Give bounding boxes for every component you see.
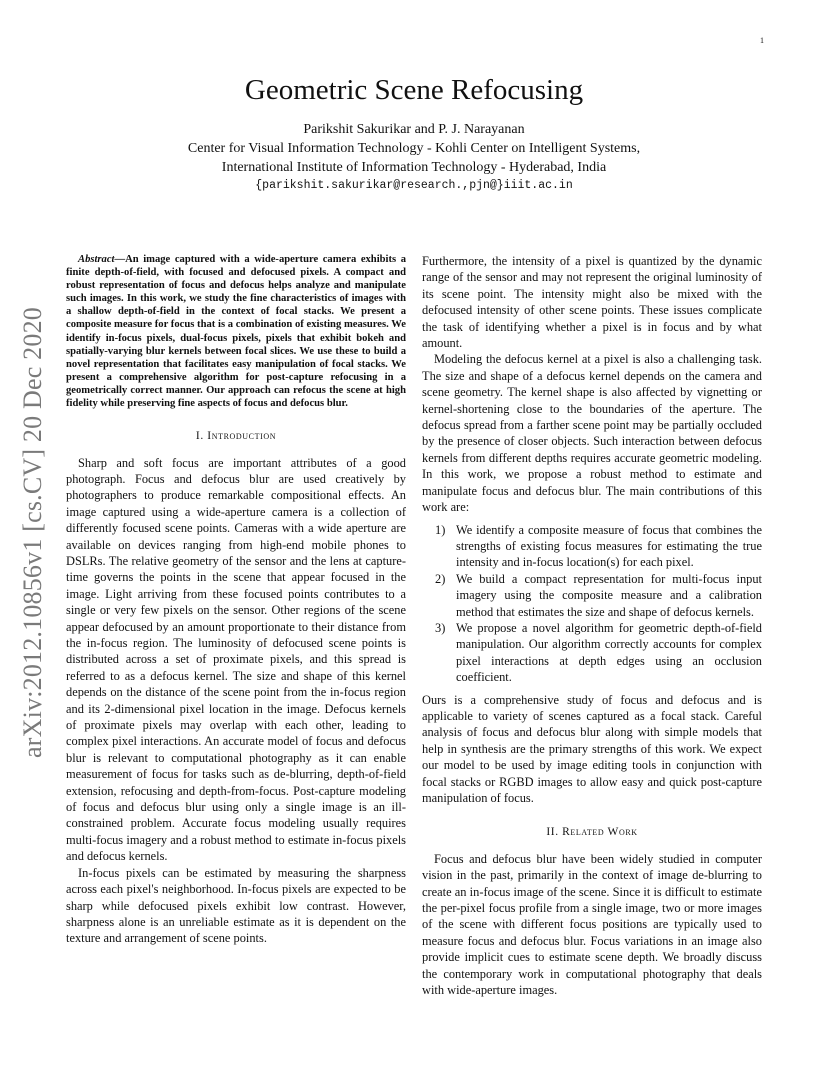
- arxiv-identifier: arXiv:2012.10856v1 [cs.CV] 20 Dec 2020: [18, 307, 47, 758]
- related-work-paragraph: Focus and defocus blur have been widely studied in computer vision in the past, primarily in the context of image de-blurring to create an in-focus image of the scene. Since it is difficult to estimate the per-pixel focus profile from a single image, two or more images of the scene with different focus positions are typically used to measure focus and defocus blur. Focus variations in an image also provide implicit cues to estimate scene depth. We broadly discuss the contemporary work in computational photography that deals with wide-aperture images.: [422, 851, 762, 998]
- contribution-text: We identify a composite measure of focus that combines the strengths of existing focus measures for estimating the true intensity and in-focus location(s) for each pixel.: [456, 522, 762, 570]
- intro-paragraph-3: Furthermore, the intensity of a pixel is quantized by the dynamic range of the sensor and may not represent the original luminosity of its scene point. The intensity might also be mixed with the defocused intensity of other scene points. These issues complicate the task of identifying whether a pixel is in focus and by what amount.: [422, 254, 762, 351]
- contribution-number: 2): [435, 571, 446, 586]
- contributions-list: [422, 522, 762, 686]
- contribution-item: [422, 522, 762, 571]
- right-column: [422, 253, 762, 998]
- authors: Parikshit Sakurikar and P. J. Narayanan: [303, 122, 525, 137]
- contribution-number: 3): [435, 620, 446, 635]
- contribution-text: We build a compact representation for multi-focus input imagery using the composite measure and a calibration method that estimates the size and shape of defocus kernels.: [456, 571, 762, 619]
- affiliation-line-2: International Institute of Information Technology - Hyderabad, India: [221, 160, 607, 175]
- intro-paragraph-4: Modeling the defocus kernel at a pixel is also a challenging task. The size and shape of a defocus kernel depends on the camera and scene geometry. The kernel shape is also affected by vignetting or kernel-shortening close to the boundaries of the aperture. The defocus spread from a farther scene point may be partially occluded by the presence of closer objects. Such interaction between defocus kernels from different depths requires accurate geometric modeling. In this work, we propose a robust method to estimate and manipulate focus and defocus blur. The main contributions of this work are:: [422, 352, 762, 515]
- contribution-number: 1): [435, 522, 446, 537]
- page-number: 1: [760, 36, 764, 45]
- abstract: [66, 253, 406, 410]
- contribution-item: [422, 620, 762, 686]
- abstract-text: —An image captured with a wide-aperture camera exhibits a finite depth-of-field, with focused and defocused pixels. A compact and robust representation of focus and defocus helps analyze and manipulate such images. In this work, we study the fine characteristics of images with a shallow depth-of-field in the context of focal stacks. We present a composite measure for focus that is a combination of existing measures. We identify in-focus pixels, dual-focus pixels, pixels that exhibit bokeh and spatially-varying blur kernels between focal slices. We use these to build a novel representation that facilitates easy manipulation of focal stacks. We present a comprehensive algorithm for post-capture refocusing in a geometrically correct manner. Our approach can refocus the scene at high fidelity while preserving fine aspects of focus and defocus blur.: [66, 254, 406, 410]
- contribution-item: [422, 571, 762, 620]
- intro-paragraph-2: In-focus pixels can be estimated by measuring the sharpness across each pixel's neighborhood. In-focus pixels are expected to be sharp while defocused pixels exhibit low contrast. However, sharpness alone is an unreliable estimate as it is dependent on the texture and arrangement of scene points.: [66, 865, 406, 946]
- section-heading-related-work: II. Related Work: [546, 826, 638, 839]
- affiliation-line-1: Center for Visual Information Technology - Kohli Center on Intelligent Systems,: [187, 141, 641, 156]
- abstract-label: Abstract: [78, 254, 115, 265]
- section-heading-introduction: I. Introduction: [195, 430, 277, 443]
- intro-paragraph-1: Sharp and soft focus are important attributes of a good photograph. Focus and defocus blur are used creatively by photographers to produce remarkable compositional effects. An image captured using a wide-aperture camera is a collection of differently focused scene points. Cameras with a wide aperture are available on devices ranging from high-end mobile phones to DSLRs. The relative geometry of the sensor and the lens at capture-time governs the points in the scene that appear focused in the image. Light arriving from these focused points contributes to a single or very few pixels on the sensor. Other regions of the scene appear defocused by an amount proportionate to their distance from the in-focus region. The luminosity of defocused scene points is distributed across a set of proximate pixels, and this spread is referred to as a defocus kernel. The size and shape of this kernel depends on the distance of the scene point from the in-focus region and its 2-dimensional pixel location in the image. Defocus kernels of proximate pixels may overlap with each other, leading to complex pixel interactions. An accurate model of focus and defocus blur is relevant to computational photography as it can enable measurement of focus for tasks such as de-blurring, depth-of-field extension, refocusing and depth-from-focus. Post-capture modeling of focus and defocus blur using only a single image is an ill-constrained problem. Accurate focus modeling usually requires multi-focus imagery and a robust method to estimate in-focus pixels and defocus kernels.: [66, 455, 406, 864]
- left-column: [66, 253, 406, 947]
- author-email: {parikshit.sakurikar@research.,pjn@}iiit.ac.in: [255, 179, 573, 192]
- contribution-text: We propose a novel algorithm for geometric depth-of-field manipulation. Our algorithm correctly accounts for complex pixel interactions at depth edges using an occlusion coefficient.: [456, 620, 762, 685]
- intro-closing-paragraph: Ours is a comprehensive study of focus and defocus and is applicable to variety of scenes captured as a focal stack. Careful analysis of focus and defocus blur along with simple models that help in synthesis are the primary strengths of this work. We expect our model to be used by image editing tools in conjunction with focal stacks or RGBD images to allow easy and quick post-capture manipulation of focus.: [422, 692, 762, 805]
- paper-title: Geometric Scene Refocusing: [244, 74, 584, 106]
